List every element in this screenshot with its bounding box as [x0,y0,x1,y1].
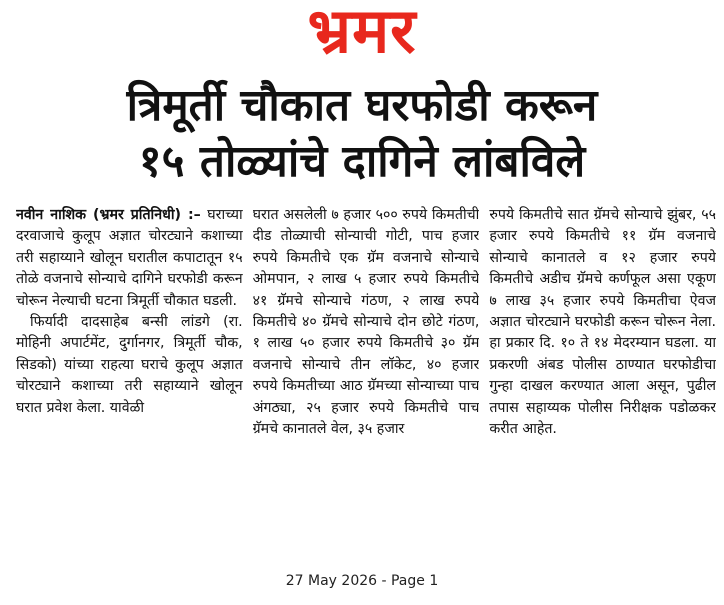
headline-line-1: त्रिमूर्ती चौकात घरफोडी करून [126,80,598,131]
article-column-3 [489,205,716,550]
masthead-logo: भ्रमर [307,0,417,67]
article-paragraph: घरात असलेली ७ हजार ५०० रुपये किमतीची दीड तोळ्याची सोन्याची गोटी, पाच हजार रुपये किमतीचे एक ग्रॅम वजनाचे सोन्याचे ओमपान, २ लाख ५ हजार रुपये किमतीचे ४१ ग्रॅमचे सोन्याचे गंठण, २ लाख रुपये किमतीचे ४० ग्रॅमचे सोन्याचे दोन छोटे गंठण, १ लाख ५० हजार रुपये किमतीचे ३० ग्रॅम वजनाचे सोन्याचे तीन लॉकेट, ४० हजार रुपये किमतीच्या आठ ग्रॅमच्या सोन्याच्या पाच अंगठ्या, २५ हजार रुपये किमतीचे पाच ग्रॅमचे कानातले वेल, ३५ हजार [252,207,480,438]
article-paragraph [16,205,243,312]
headline-line-2: १५ तोळ्यांचे दागिने लांबविले [138,136,586,187]
article-paragraph: फिर्यादी दादसाहेब बन्सी लांडगे (रा. मोहिनी अपार्टमेंट, दुर्गानगर, त्रिमूर्ती चौक, सिडको) यांच्या राहत्या घराचे कुलूप अज्ञात चोरट्याने कशाच्या तरी सहाय्याने खोलून घरात प्रवेश केला. यावेळी [16,314,243,416]
article-column-1 [16,205,243,550]
headline [0,78,724,190]
article-paragraph: रुपये किमतीचे सात ग्रॅमचे सोन्याचे झुंबर, ५५ हजार रुपये किमतीचे ११ ग्रॅम वजनाचे सोन्याचे कानातले व १२ हजार रुपये किमतीचे अडीच ग्रॅमचे कर्णफूल असा एकूण ७ लाख ३५ हजार रुपये किमतीचा ऐवज अज्ञात चोरट्याने घरफोडी करून चोरून नेला. हा प्रकार दि. १० ते १४ मेदरम्यान घडला. या प्रकरणी अंबड पोलीस ठाण्यात घरफोडीचा गुन्हा दाखल करण्यात आला असून, पुढील तपास सहाय्यक पोलीस निरीक्षक पडोळकर करीत आहेत. [489,207,717,438]
page-footer: 27 May 2026 - Page 1 [285,573,439,589]
dateline: नवीन नाशिक (भ्रमर प्रतिनिधी) :– [16,207,201,223]
article-column-2 [253,205,480,550]
masthead [0,0,724,70]
paragraph-text: घराच्या दरवाजाचे कुलूप अज्ञात चोरट्याने कशाच्या तरी सहाय्याने खोलून घरातील कपाटातून १५ तोळे वजनाचे सोन्याचे दागिने घरफोडी करून चोरून नेल्याची घटना त्रिमूर्ती चौकात घडली. [16,207,243,309]
article-body [16,205,716,550]
